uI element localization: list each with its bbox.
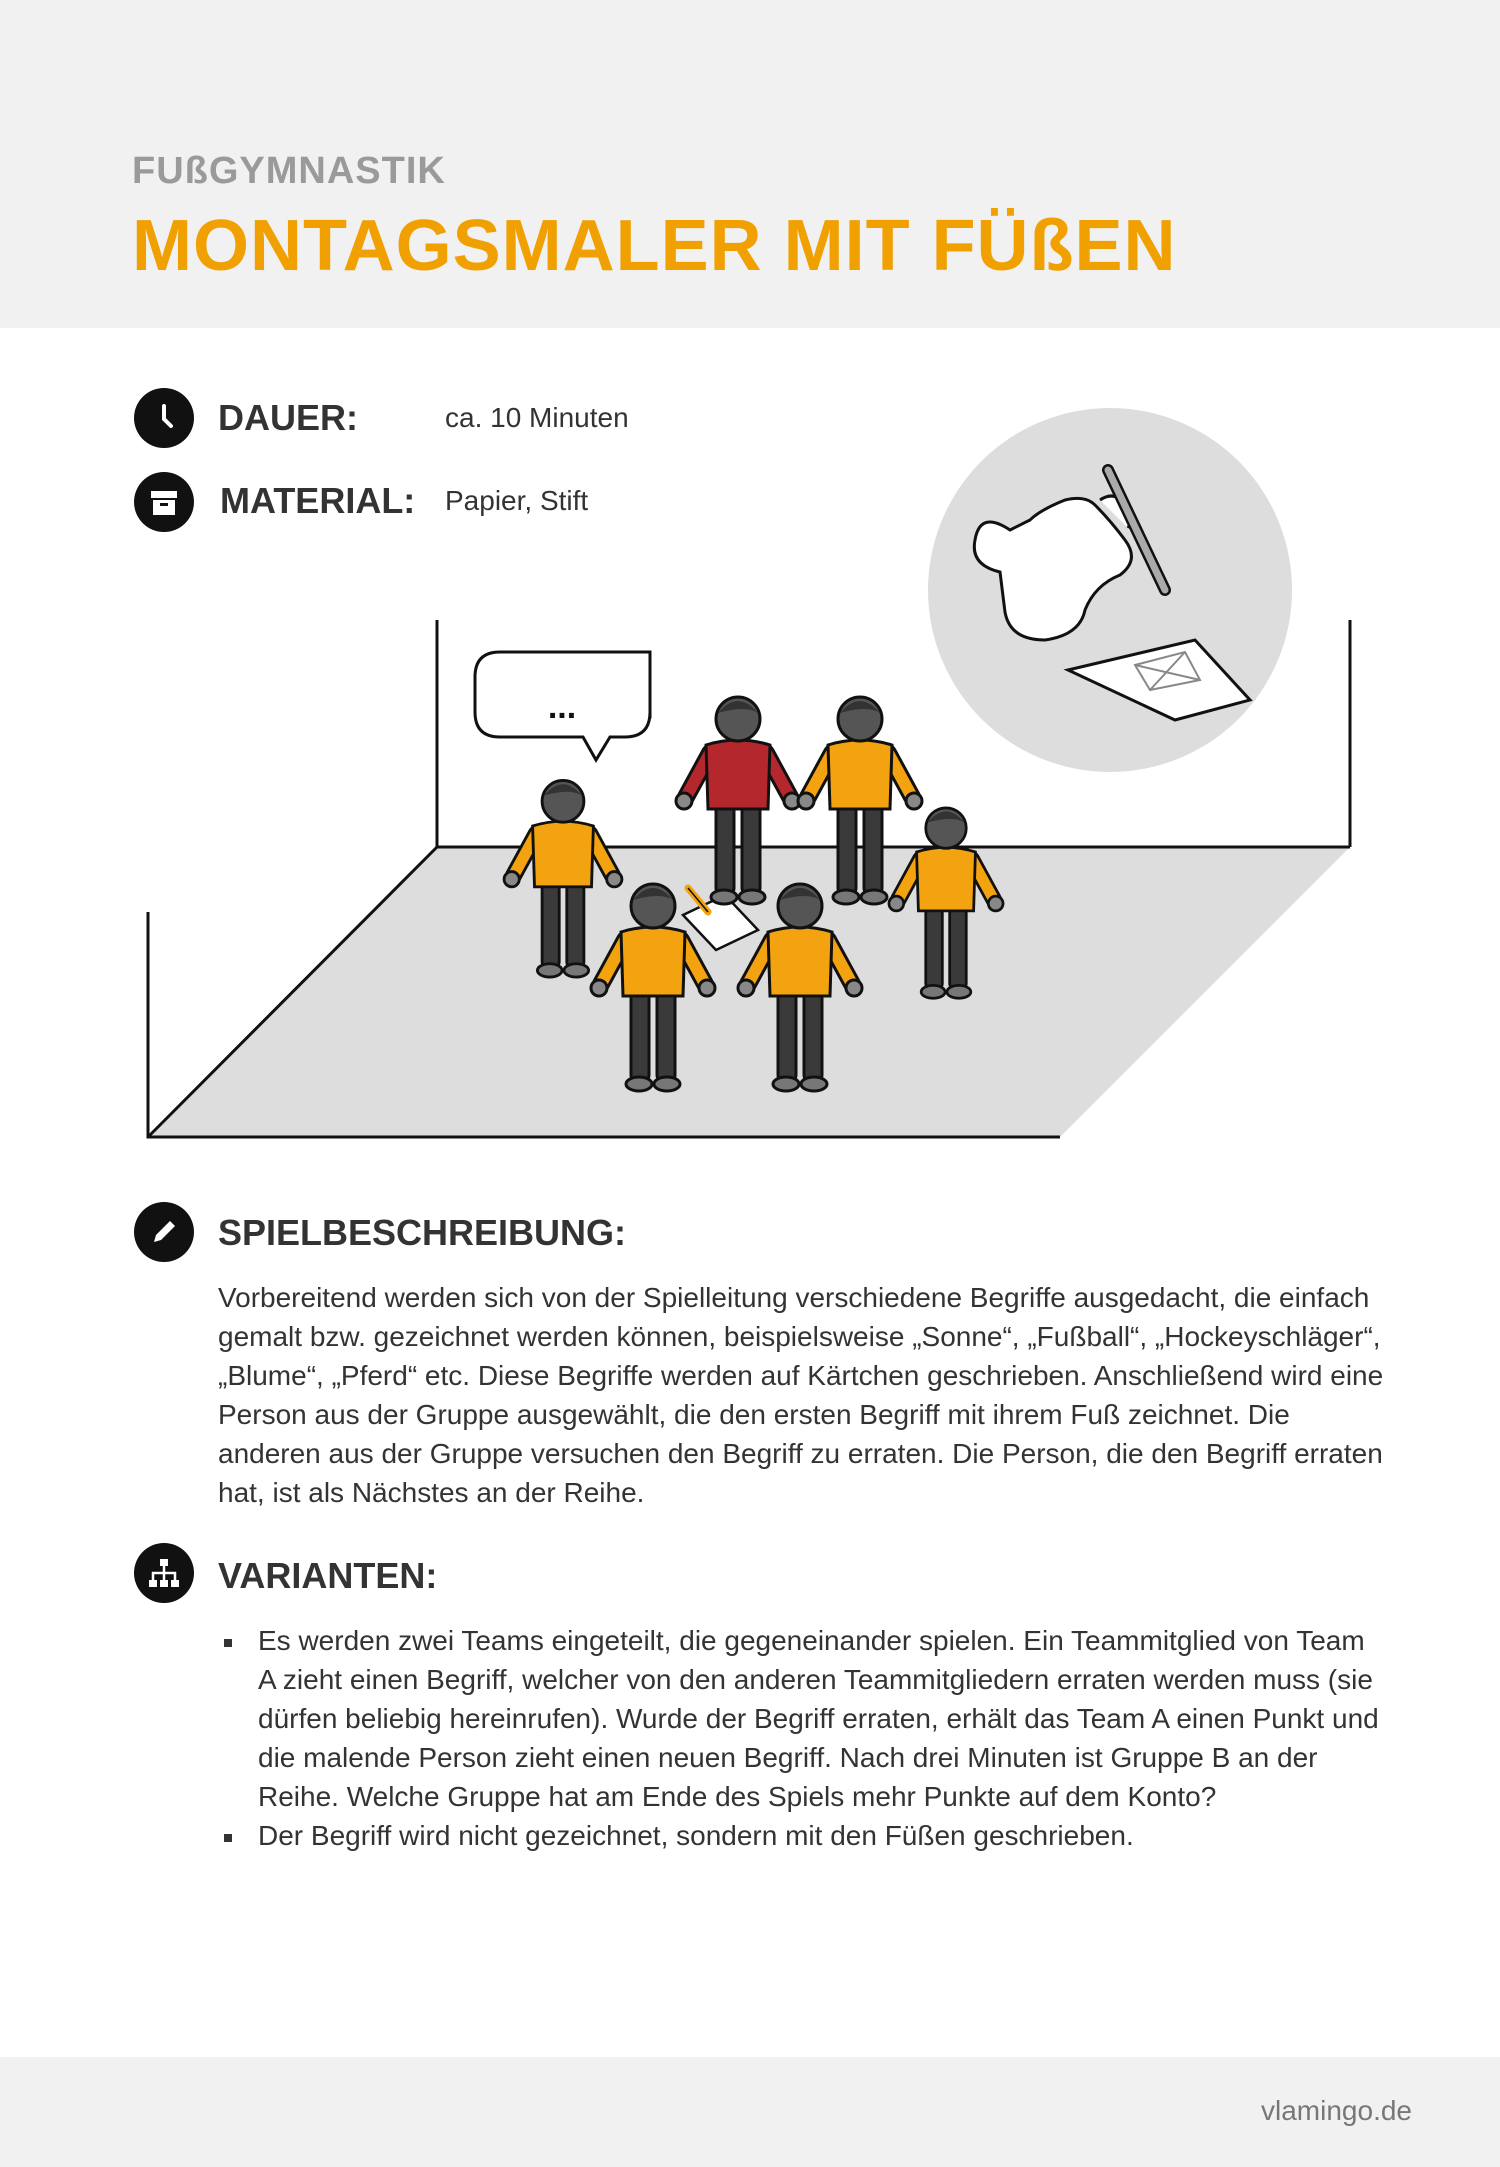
duration-label: DAUER:: [218, 397, 358, 438]
sitemap-icon: [134, 1543, 194, 1603]
list-item: Der Begriff wird nicht gezeichnet, sondern mit den Füßen geschrieben.: [218, 1816, 1388, 1855]
material-label: MATERIAL:: [220, 480, 416, 521]
list-item: Es werden zwei Teams eingeteilt, die gegeneinander spielen. Ein Teammitglied von Team A zieht einen Begriff, welcher von den anderen Teammitgliedern erraten werden muss (sie dürfen beliebig hereinrufen). Wurde der Begriff erraten, erhält das Team A einen Punkt und die malende Person zieht einen neuen Begriff. Nach drei Minuten ist Gruppe B an der Reihe. Welche Gruppe hat am Ende des Spiels mehr Punkte auf dem Konto?: [218, 1621, 1388, 1816]
variants-list: [218, 1621, 1388, 1855]
description-text: Vorbereitend werden sich von der Spielleitung verschiedene Begriffe ausgedacht, die einfach gemalt bzw. gezeichnet werden können, beispielsweise „Sonne“, „Fußball“, „Hockeyschläger“, „Blume“, „Pferd“ etc. Diese Begriffe werden auf Kärtchen geschrieben. Anschließend wird eine Person aus der Gruppe ausgewählt, die den ersten Begriff mit ihrem Fuß zeichnet. Die anderen aus der Gruppe versuchen den Begriff zu erraten. Die Person, die den Begriff erraten hat, ist als Nächstes an der Reihe.: [218, 1282, 1384, 1508]
zoom-detail-foot: [928, 408, 1292, 772]
speech-bubble-text: ...: [547, 688, 577, 726]
page-title: MONTAGSMALER MIT FÜßEN: [132, 206, 1177, 286]
description-title: SPIELBESCHREIBUNG:: [218, 1212, 627, 1253]
duration-value: ca. 10 Minuten: [445, 402, 629, 433]
footer-band: [0, 2057, 1500, 2167]
footer-site: vlamingo.de: [1261, 2095, 1412, 2126]
category-label: FUßGYMNASTIK: [132, 150, 446, 192]
clock-icon: [134, 388, 194, 448]
material-value: Papier, Stift: [445, 485, 589, 516]
archive-box-icon: [134, 472, 194, 532]
variants-title: VARIANTEN:: [218, 1555, 438, 1596]
pencil-icon: [134, 1202, 194, 1262]
speech-bubble: [475, 652, 650, 760]
